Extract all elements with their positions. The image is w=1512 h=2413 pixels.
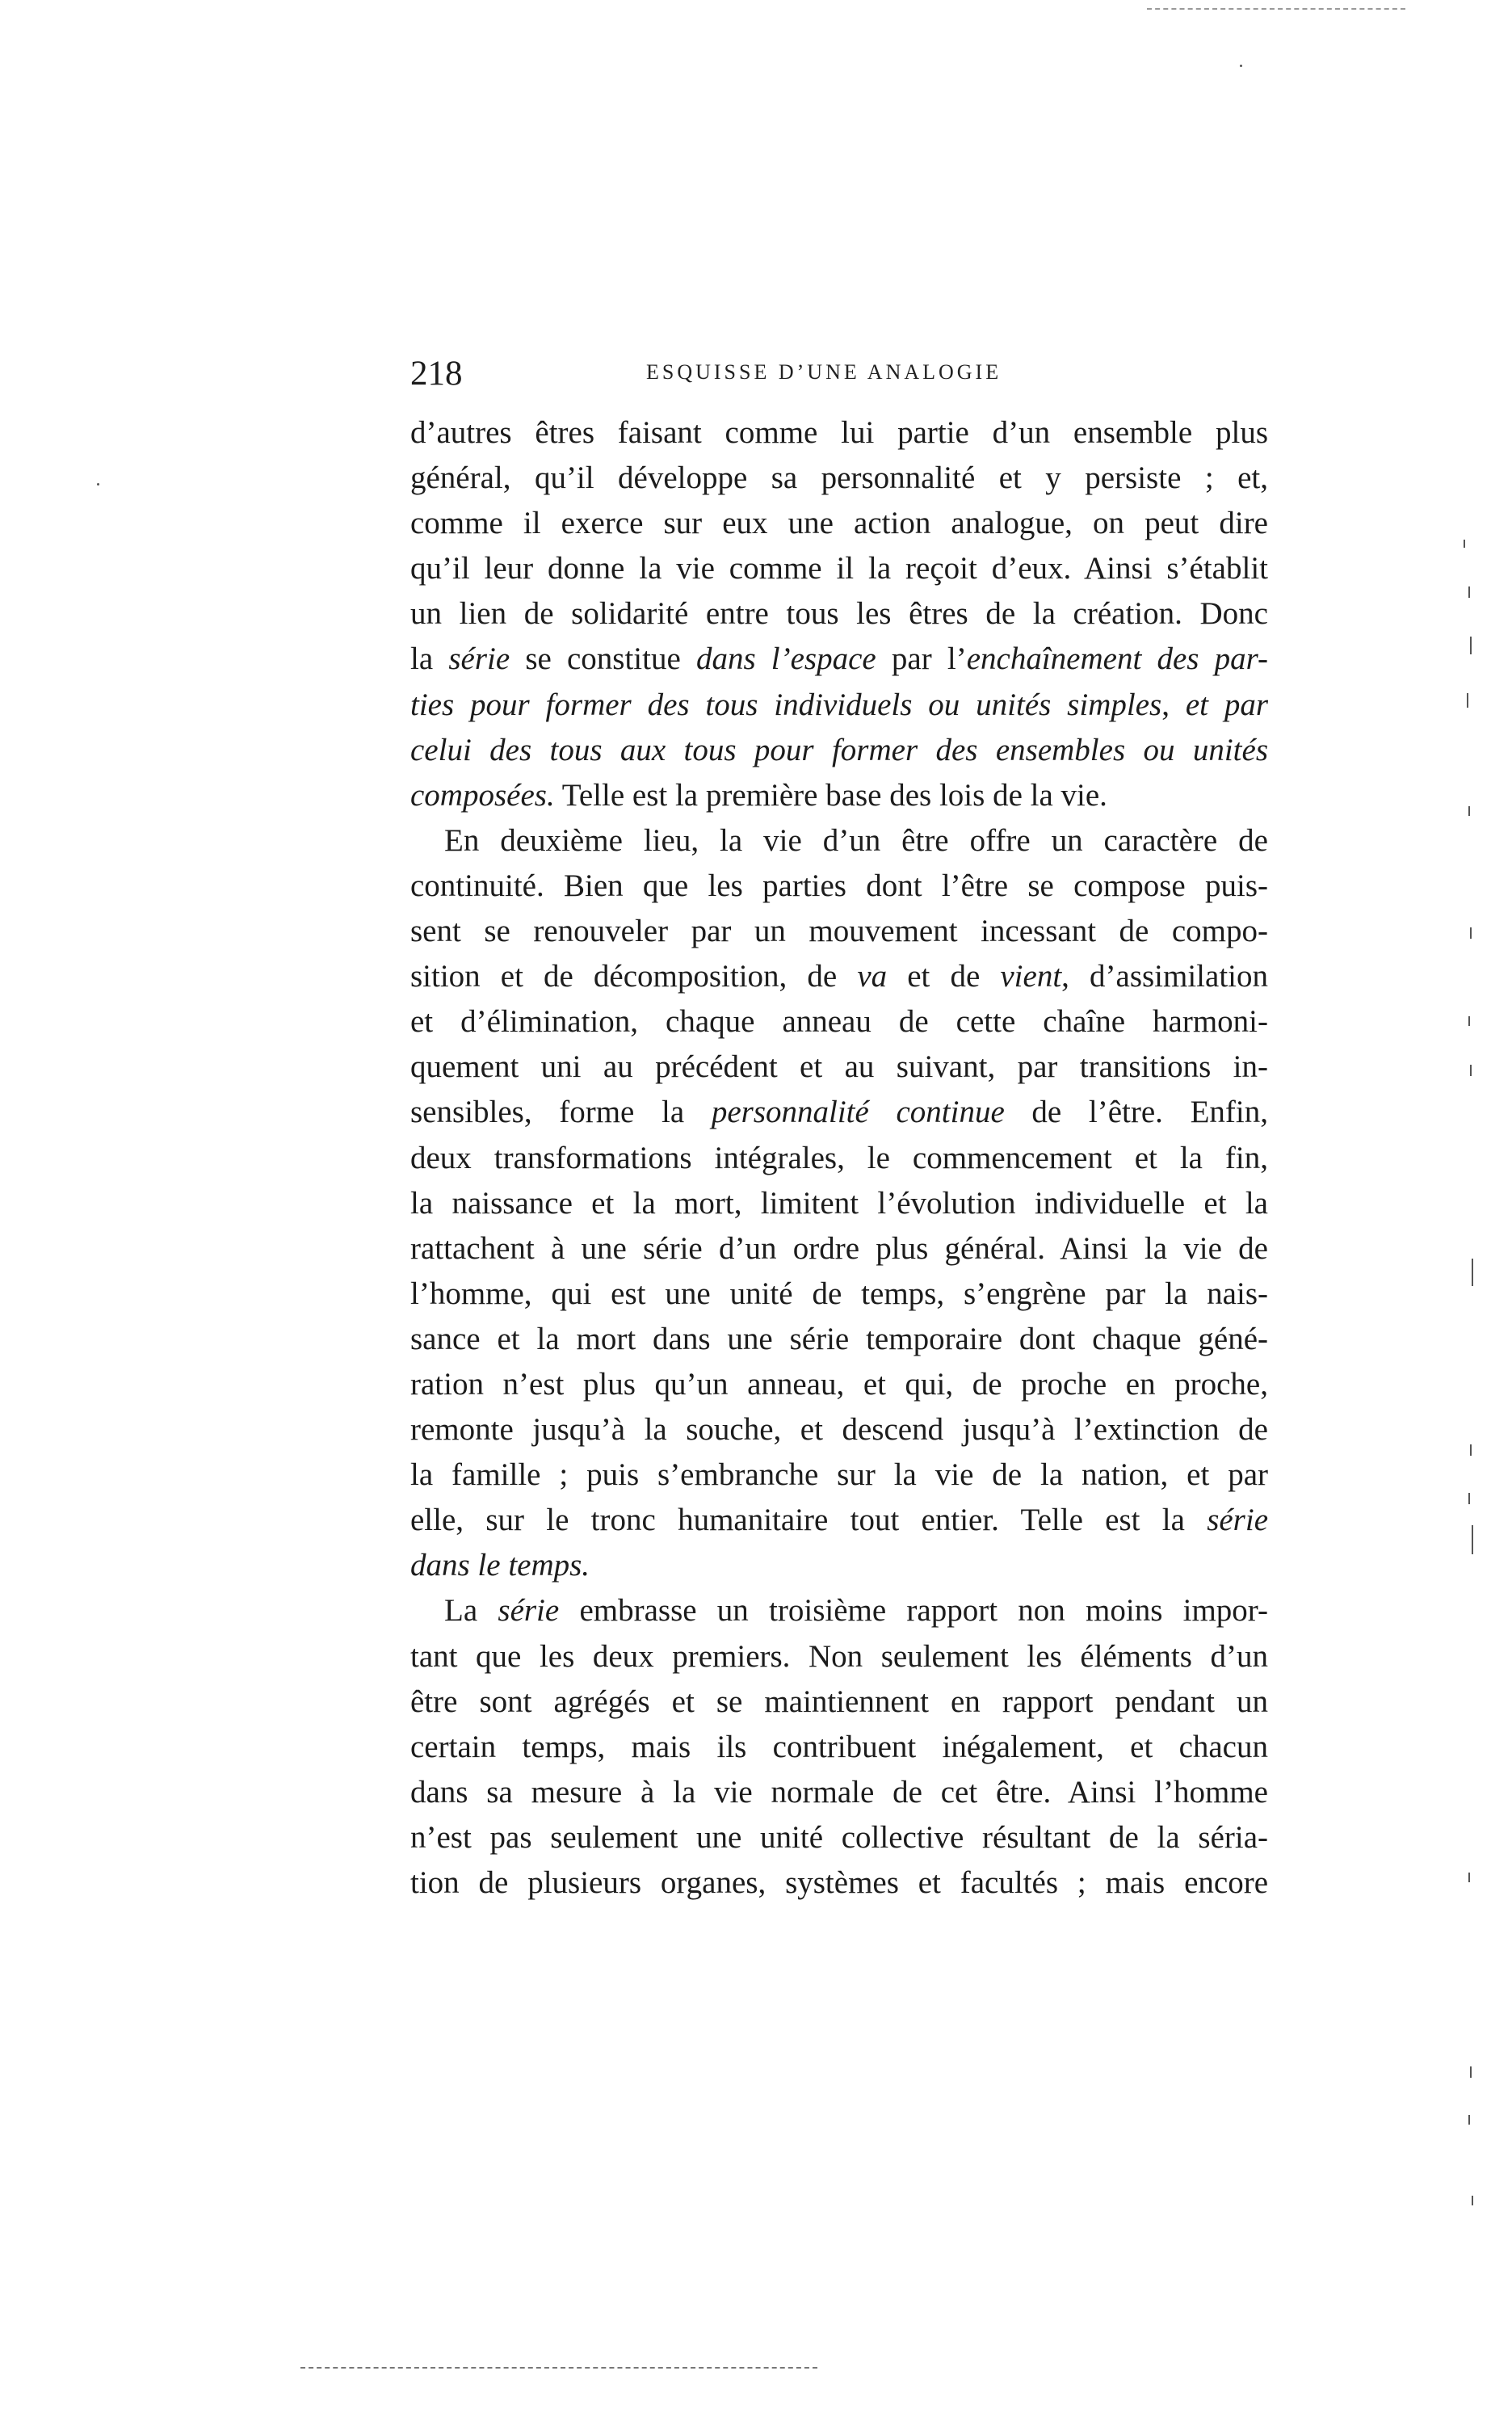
italic-text: enchaînement des par- [966, 641, 1268, 677]
text-line [410, 591, 1268, 637]
italic-text: dans l’espace [695, 641, 876, 677]
text-run: sance et la mort dans une série temporaire dont chaque géné- [410, 1321, 1268, 1356]
text-run: un lien de solidarité entre tous les êtres de la création. Donc [410, 596, 1268, 632]
text-run: la [410, 641, 449, 677]
text-run: de l’être. Enfin, [1004, 1095, 1268, 1130]
text-line [410, 954, 1268, 999]
text-run: sition et de décomposition, de [410, 959, 858, 994]
text-line [410, 1090, 1268, 1135]
text-line [410, 637, 1268, 682]
margin-mark [1468, 2115, 1470, 2125]
text-line [410, 456, 1268, 501]
text-line [410, 1770, 1268, 1815]
text-line [410, 773, 1268, 818]
text-line [410, 501, 1268, 546]
text-run: la naissance et la mort, limitent l’évolution individuelle et la [410, 1185, 1268, 1221]
margin-mark [1472, 2196, 1473, 2205]
text-run: qu’il leur donne la vie comme il la reçoit d’eux. Ainsi s’établit [410, 551, 1268, 586]
text-line [410, 999, 1268, 1045]
text-run: certain temps, mais ils contribuent inégalement, et chacun [410, 1729, 1268, 1764]
text-run: Telle est la première base des lois de la vie. [554, 777, 1107, 813]
page-number: 218 [410, 355, 463, 393]
text-line [410, 1362, 1268, 1407]
scan-dot [97, 483, 99, 486]
text-run: général, qu’il développe sa personnalité et y persiste ; et, [410, 460, 1268, 496]
text-run: dans sa mesure à la vie normale de cet être. Ainsi l’homme [410, 1774, 1268, 1810]
text-run: et d’élimination, chaque anneau de cette chaîne harmoni- [410, 1004, 1268, 1040]
text-run: deux transformations intégrales, le commencement et la fin, [410, 1140, 1268, 1175]
text-run: n’est pas seulement une unité collective résultant de la séria- [410, 1819, 1268, 1855]
italic-text: celui des tous aux tous pour former des ensembles ou unités [410, 732, 1268, 767]
text-line [410, 1136, 1268, 1181]
text-run: sent se renouveler par un mouvement incessant de compo- [410, 914, 1268, 949]
text-run: par l’ [876, 641, 967, 677]
italic-text: dans le temps. [410, 1548, 590, 1583]
text-run: et de [887, 959, 1001, 994]
text-line [410, 1498, 1268, 1543]
margin-mark [1472, 1259, 1473, 1286]
text-line [410, 1725, 1268, 1770]
running-head: ESQUISSE D’UNE ANALOGIE [646, 360, 1002, 384]
page-header [404, 354, 1268, 402]
margin-mark [1468, 1873, 1470, 1882]
margin-mark [1467, 693, 1468, 708]
text-run: sensibles, forme la [410, 1095, 712, 1130]
text-run: La [444, 1593, 498, 1629]
italic-text: et par [1185, 687, 1268, 722]
text-run: , d’assimilation [1061, 959, 1268, 994]
margin-mark [1468, 806, 1470, 816]
text-line [410, 683, 1268, 728]
text-run: l’homme, qui est une unité de temps, s’engrène par la nais- [410, 1276, 1268, 1311]
text-line [410, 410, 1268, 456]
margin-mark [1470, 637, 1472, 654]
text-line [410, 909, 1268, 954]
text-run: remonte jusqu’à la souche, et descend jusqu’à l’extinction de [410, 1412, 1268, 1448]
text-run: elle, sur le tronc humanitaire tout entier. Telle est la [410, 1503, 1208, 1538]
italic-text: série [498, 1593, 560, 1629]
italic-text: ties pour former des tous individuels ou unités simples [410, 687, 1162, 722]
text-run: d’autres êtres faisant comme lui partie d’un ensemble plus [410, 415, 1268, 450]
margin-mark [1468, 1493, 1470, 1504]
text-run: quement uni au précédent et au suivant, par transitions in- [410, 1049, 1268, 1085]
margin-mark [1468, 1016, 1470, 1026]
italic-text: vient [1000, 959, 1062, 994]
text-run: embrasse un troisième rapport non moins impor- [559, 1593, 1268, 1629]
text-run: la famille ; puis s’embranche sur la vie de la nation, et par [410, 1457, 1268, 1493]
text-line [410, 864, 1268, 909]
text-run: être sont agrégés et se maintiennent en rapport pendant un [410, 1684, 1268, 1719]
text-line [410, 1452, 1268, 1498]
text-run: , [1161, 687, 1186, 722]
margin-mark [1470, 1065, 1472, 1076]
text-run: tion de plusieurs organes, systèmes et facultés ; mais encore [410, 1865, 1268, 1900]
body-text [410, 410, 1268, 1906]
text-line [410, 1679, 1268, 1725]
text-line [410, 728, 1268, 773]
scan-edge-mark-top [1147, 8, 1405, 10]
text-run: rattachent à une série d’un ordre plus général. Ainsi la vie de [410, 1230, 1268, 1266]
italic-text: va [857, 959, 888, 994]
text-line [410, 818, 1268, 864]
margin-mark [1464, 540, 1465, 548]
text-run: continuité. Bien que les parties dont l’être se compose puis- [410, 868, 1268, 903]
scan-dot [1240, 65, 1242, 67]
scan-edge-mark-bottom [300, 2367, 817, 2369]
text-run: En deuxième lieu, la vie d’un être offre un caractère de [444, 822, 1268, 858]
text-line [410, 1543, 1268, 1588]
text-run: comme il exerce sur eux une action analogue, on peut dire [410, 506, 1268, 541]
text-line [410, 1634, 1268, 1679]
text-line [410, 1317, 1268, 1362]
text-line [410, 1181, 1268, 1226]
text-run: ration n’est plus qu’un anneau, et qui, de proche en proche, [410, 1366, 1268, 1402]
margin-mark [1470, 2066, 1472, 2078]
text-line [410, 546, 1268, 591]
text-run: se constitue [510, 641, 696, 677]
italic-text: série [448, 641, 510, 677]
text-line [410, 1815, 1268, 1860]
margin-mark [1472, 1525, 1473, 1554]
text-line [410, 1407, 1268, 1452]
text-line [410, 1588, 1268, 1633]
margin-mark [1468, 586, 1470, 598]
italic-text: série [1207, 1503, 1268, 1538]
margin-mark [1470, 927, 1472, 939]
margin-mark [1470, 1444, 1472, 1456]
text-line [410, 1226, 1268, 1272]
text-line [410, 1272, 1268, 1317]
italic-text: composées. [410, 777, 555, 813]
text-line [410, 1860, 1268, 1906]
italic-text: personnalité continue [711, 1095, 1005, 1130]
text-run: tant que les deux premiers. Non seulement les éléments d’un [410, 1638, 1268, 1674]
text-line [410, 1045, 1268, 1090]
